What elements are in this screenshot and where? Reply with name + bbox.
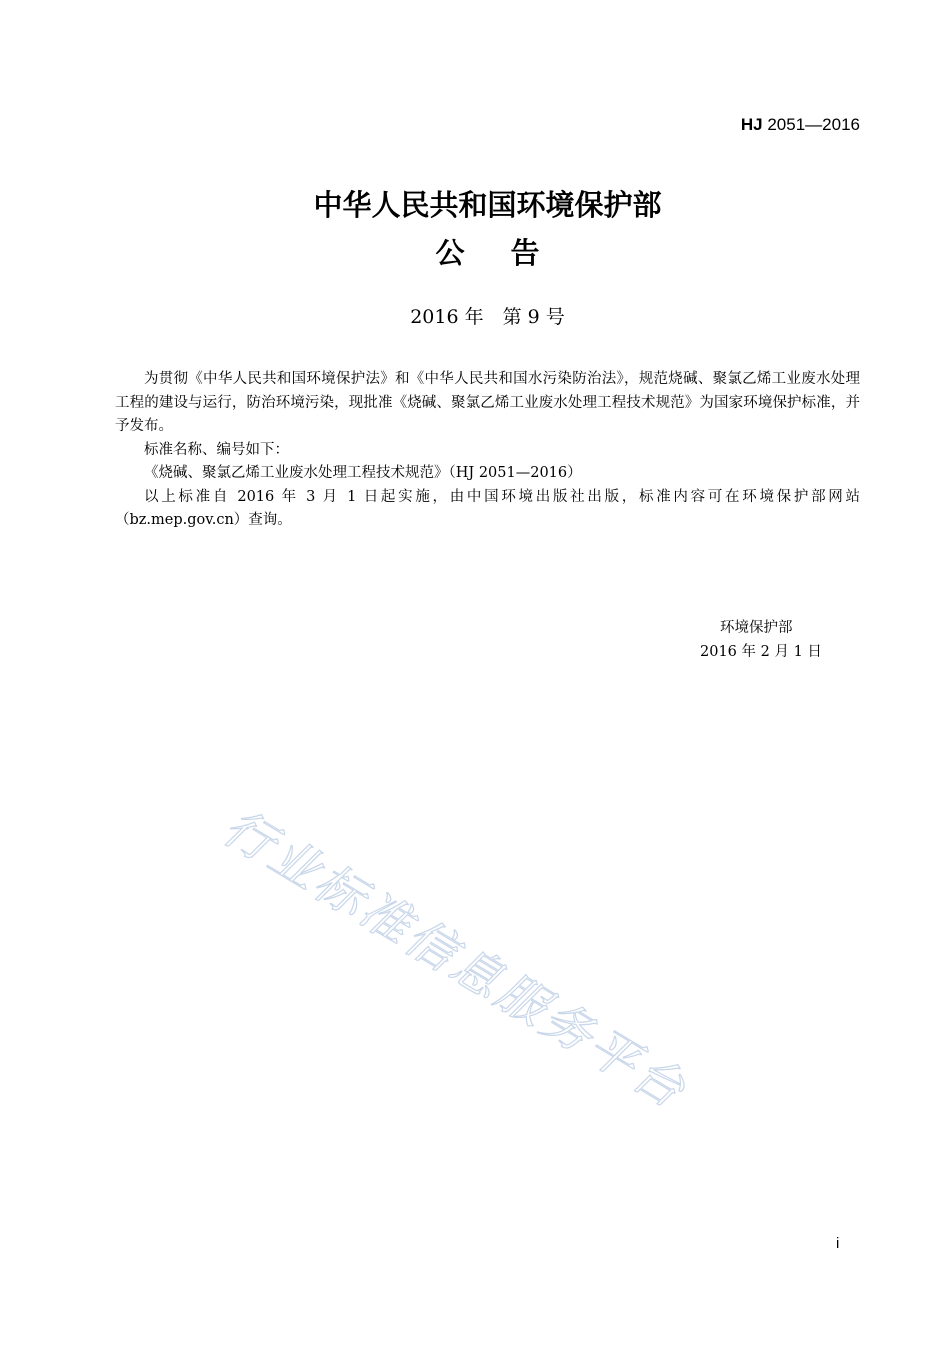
body-paragraph-3: 《烧碱、聚氯乙烯工业废水处理工程技术规范》（HJ 2051—2016） [144,465,582,481]
document-kind-title [0,234,950,272]
title-block [0,186,950,272]
announcement-body [115,368,860,533]
body-paragraph-4: 以上标准自 2016 年 3 月 1 日起实施，由中国环境出版社出版，标准内容可在环境保护部网站（bz.mep.gov.cn）查询。 [115,488,860,528]
standard-code [741,115,860,135]
page-number: i [836,1235,840,1252]
watermark-text: 行业标准信息服务平台 [213,798,698,1121]
standard-code-number: 2051—2016 [762,115,860,134]
document-kind-char-2: 告 [510,236,540,270]
body-paragraph-2: 标准名称、编号如下： [144,441,289,458]
document-kind-char-1: 公 [435,236,465,270]
signature-organization: 环境保护部 [720,620,793,636]
signature-block [690,616,850,664]
signature-date: 2016 年 2 月 1 日 [700,644,822,660]
standard-code-prefix: HJ [740,115,763,134]
issue-number: 2016 年 第 9 号 [410,306,565,328]
body-paragraph-1: 为贯彻《中华人民共和国环境保护法》和《中华人民共和国水污染防治法》，规范烧碱、聚氯乙烯工业废水处理工程的建设与运行，防治环境污染，现批准《烧碱、聚氯乙烯工业废水处理工程技术规范》为国家环境保护标准，并予发布。 [115,371,860,434]
organization-title: 中华人民共和国环境保护部 [313,188,662,222]
